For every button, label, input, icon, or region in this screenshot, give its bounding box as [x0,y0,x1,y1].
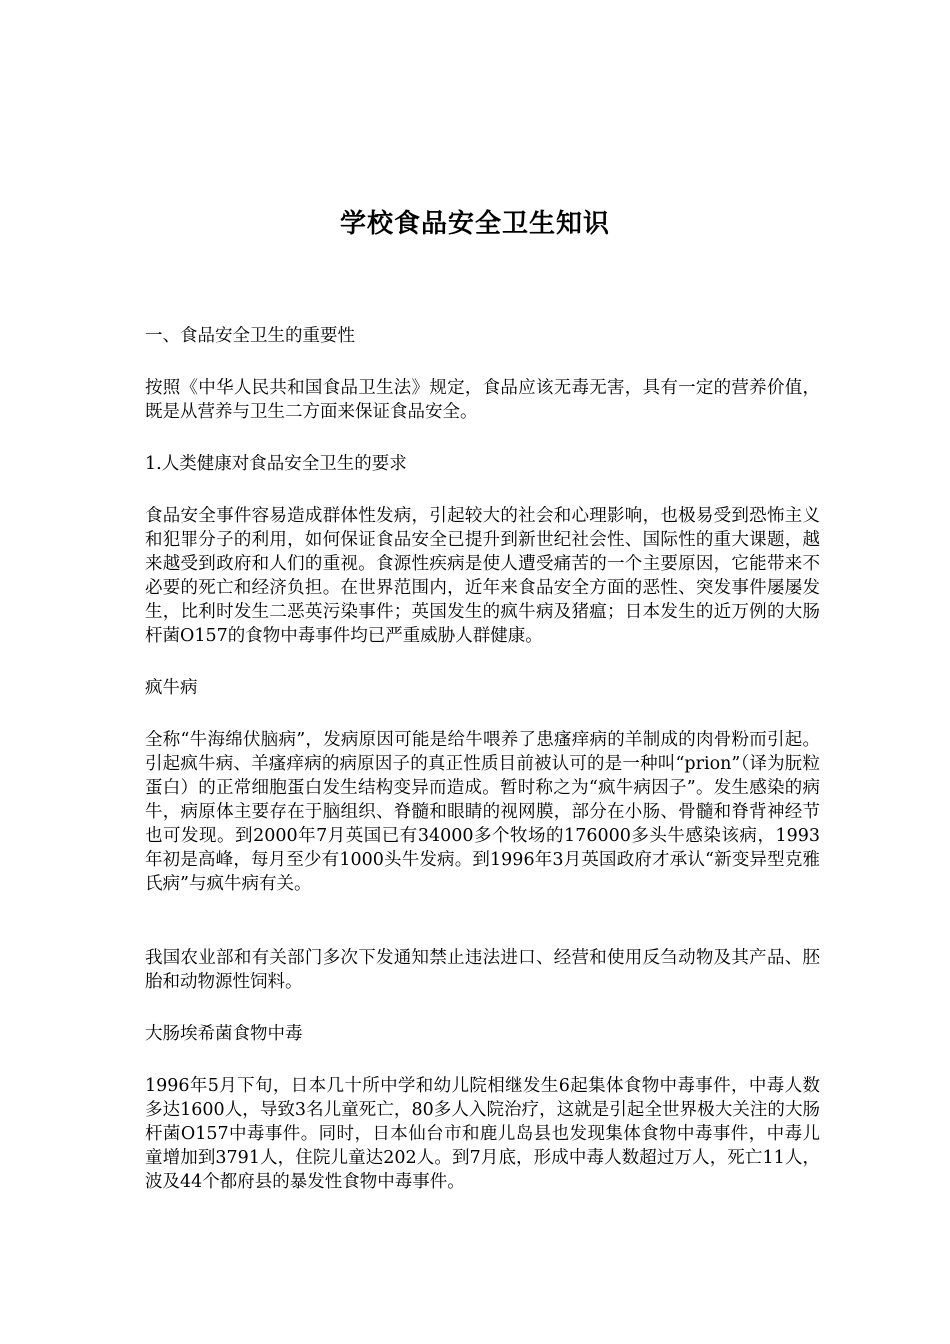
document-title: 学校食品安全卫生知识 [339,209,610,239]
paragraph: 按照《中华人民共和国食品卫生法》规定，食品应该无毒无害，具有一定的营养价值，既是从营养与卫生二方面来保证食品安全。 [145,378,820,422]
subsection-heading: 1.人类健康对食品安全卫生的要求 [145,454,407,474]
section-heading: 一、食品安全卫生的重要性 [145,326,355,346]
document-body [145,324,820,1194]
subsection-heading: 大肠埃希菌食物中毒 [145,1024,303,1044]
paragraph: 全称“牛海绵伏脑病”，发病原因可能是给牛喂养了患瘙痒病的羊制成的肉骨粉而引起。引起疯牛病、羊瘙痒病的病原因子的真正性质目前被认可的是一种叫“prion”（译为朊粒蛋白）的正常细胞蛋白发生结构变异而造成。暂时称之为“疯牛病因子”。发生感染的病牛，病原体主要存在于脑组织、脊髓和眼睛的视网膜，部分在小肠、骨髓和脊背神经节也可发现。到2000年7月英国已有34000多个牧场的176000多头牛感染该病，1993年初是高峰，每月至少有1000头牛发病。到1996年3月英国政府才承认“新变异型克雅氏病”与疯牛病有关。 [145,730,820,894]
subsection-heading: 疯牛病 [145,678,198,698]
paragraph: 食品安全事件容易造成群体性发病，引起较大的社会和心理影响，也极易受到恐怖主义和犯罪分子的利用，如何保证食品安全已提升到新世纪社会性、国际性的重大课题，越来越受到政府和人们的重视。食源性疾病是使人遭受痛苦的一个主要原因，它能带来不必要的死亡和经济负担。在世界范围内，近年来食品安全方面的恶性、突发事件屡屡发生，比利时发生二恶英污染事件；英国发生的疯牛病及猪瘟；日本发生的近万例的大肠杆菌O157的食物中毒事件均已严重威胁人群健康。 [145,506,820,646]
paragraph: 1996年5月下旬，日本几十所中学和幼儿院相继发生6起集体食物中毒事件，中毒人数多达1600人，导致3名儿童死亡，80多人入院治疗，这就是引起全世界极大关注的大肠杆菌O157中毒事件。同时，日本仙台市和鹿儿岛县也发现集体食物中毒事件，中毒儿童增加到3791人，住院儿童达202人。到7月底，形成中毒人数超过万人，死亡11人，波及44个都府县的暴发性食物中毒事件。 [145,1076,820,1192]
paragraph: 我国农业部和有关部门多次下发通知禁止违法进口、经营和使用反刍动物及其产品、胚胎和动物源性饲料。 [145,948,820,992]
